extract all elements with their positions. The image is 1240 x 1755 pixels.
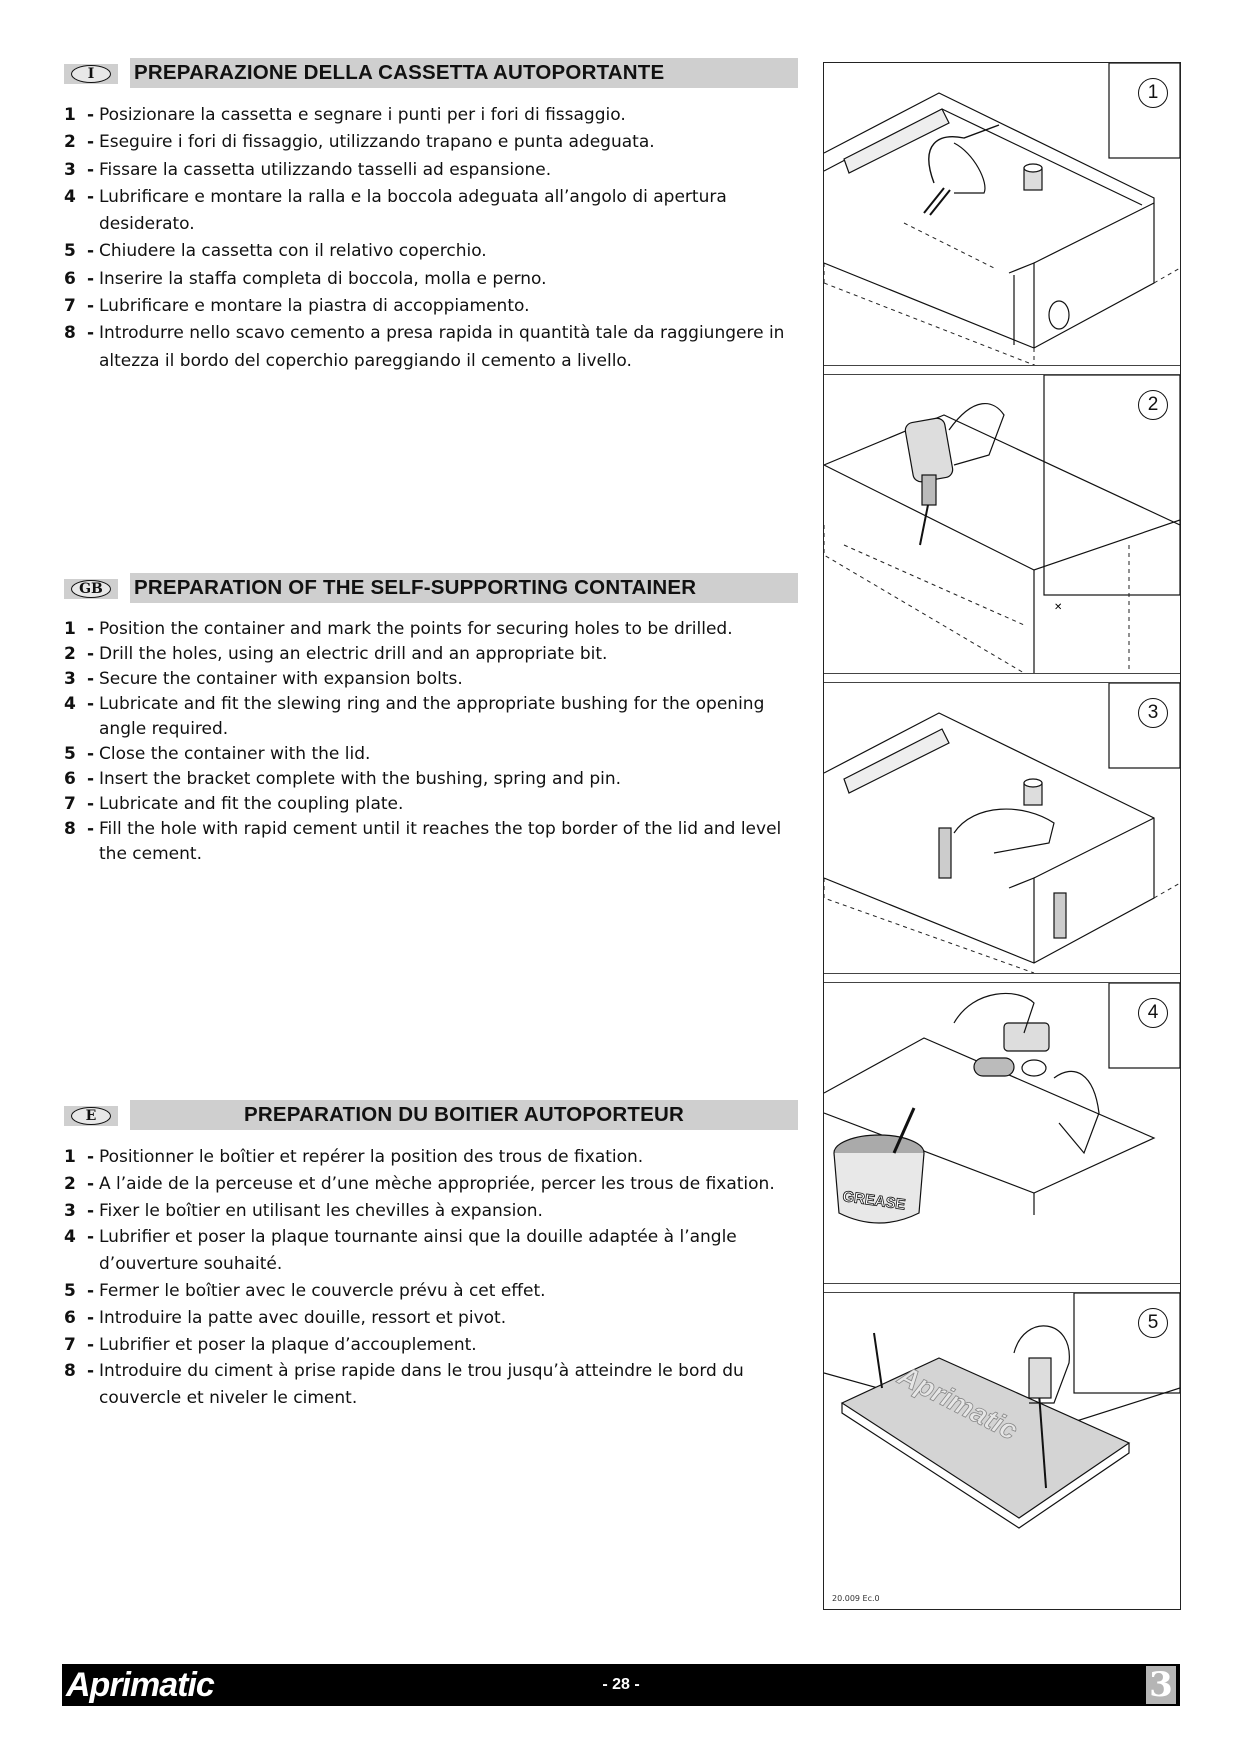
list-item: 6 - Inserire la staffa completa di boccola, molla e perno. — [64, 268, 547, 289]
section-title-bar — [130, 58, 798, 88]
instruction-list — [62, 617, 798, 867]
list-item: 3 - Fixer le boîtier en utilisant les chevilles à expansion. — [64, 1200, 543, 1221]
step-number-2: 2 — [1138, 390, 1168, 420]
list-item: 6 - Introduire la patte avec douille, ressort et pivot. — [64, 1307, 507, 1328]
section-header — [62, 573, 798, 603]
list-item: 3 - Fissare la cassetta utilizzando tasselli ad espansione. — [64, 159, 552, 180]
section-french — [62, 1100, 798, 1412]
list-item: 3 - Secure the container with expansion bolts. — [64, 669, 463, 689]
section-italian — [62, 58, 798, 375]
list-item: 8 - Introdurre nello scavo cemento a presa rapida in quantità tale da raggiungere in altezza il bordo del coperchio pareggiando il cemento a livello. — [64, 323, 785, 371]
language-badge: GB — [64, 579, 118, 599]
figure-step-1 — [824, 63, 1180, 365]
list-item: 7 - Lubrifier et poser la plaque d’accouplement. — [64, 1334, 477, 1355]
page-number: - 28 - — [602, 1676, 640, 1693]
grease-label: GREASE — [841, 1187, 907, 1214]
panel-separator — [824, 673, 1180, 683]
list-item: 7 - Lubrificare e montare la piastra di accoppiamento. — [64, 296, 530, 317]
section-title: PREPARAZIONE DELLA CASSETTA AUTOPORTANTE — [134, 61, 665, 84]
section-title-bar — [130, 573, 798, 603]
panel-separator — [824, 365, 1180, 375]
list-item: 4 - Lubrificare e montare la ralla e la boccola adeguata all’angolo di apertura desiderato. — [64, 186, 727, 235]
list-item: 6 - Insert the bracket complete with the bushing, spring and pin. — [64, 769, 622, 789]
step-number-3: 3 — [1138, 698, 1168, 728]
section-header — [62, 1100, 798, 1130]
footer-bar — [62, 1664, 1180, 1706]
list-item: 2 - A l’aide de la perceuse et d’une mèche appropriée, percer les trous de fixation. — [64, 1173, 775, 1194]
list-item: 5 - Fermer le boîtier avec le couvercle prévu à cet effet. — [64, 1280, 546, 1301]
section-title: PREPARATION OF THE SELF-SUPPORTING CONTAINER — [134, 576, 697, 599]
instruction-list — [62, 102, 798, 375]
list-item: 8 - Fill the hole with rapid cement until it reaches the top border of the lid and level the cement. — [64, 819, 782, 864]
figure-column — [823, 62, 1181, 1610]
section-title: PREPARATION DU BOITIER AUTOPORTEUR — [244, 1103, 684, 1126]
list-item: 2 - Drill the holes, using an electric drill and an appropriate bit. — [64, 644, 608, 664]
lubrication-illustration — [824, 983, 1180, 1283]
figure-step-3 — [824, 683, 1180, 973]
list-item: 1 - Positionner le boîtier et repérer la position des trous de fixation. — [64, 1147, 644, 1167]
figure-step-5 — [824, 1293, 1180, 1609]
drilling-illustration — [824, 375, 1180, 673]
step-number-1: 1 — [1138, 78, 1168, 108]
panel-separator — [824, 973, 1180, 983]
list-item: 1 - Posizionare la cassetta e segnare i punti per i fori di fissaggio. — [64, 105, 626, 125]
language-badge: I — [64, 64, 118, 84]
figure-step-2 — [824, 375, 1180, 673]
list-item: 5 - Close the container with the lid. — [64, 744, 371, 764]
list-item: 2 - Eseguire i fori di fissaggio, utilizzando trapano e punta adeguata. — [64, 132, 655, 153]
lid-brand-text: Aprimatic — [893, 1359, 1023, 1446]
step-number-4: 4 — [1138, 998, 1168, 1028]
svg-text:✕: ✕ — [1054, 602, 1063, 613]
brand-logo: Aprimatic — [66, 1666, 214, 1704]
list-item: 1 - Position the container and mark the points for securing holes to be drilled. — [64, 619, 733, 639]
container-marking-illustration — [824, 63, 1180, 365]
bolting-illustration — [824, 683, 1180, 973]
section-header — [62, 58, 798, 88]
panel-separator — [824, 1283, 1180, 1293]
list-item: 8 - Introduire du ciment à prise rapide dans le trou jusqu’à atteindre le bord du couvercle et niveler le ciment. — [64, 1361, 744, 1409]
chapter-badge: 3 — [1146, 1666, 1176, 1704]
list-item: 5 - Chiudere la cassetta con il relativo coperchio. — [64, 241, 487, 262]
reference-code: 20.009 Ec.0 — [832, 1594, 880, 1603]
step-number-5: 5 — [1138, 1308, 1168, 1338]
list-item: 4 - Lubrifier et poser la plaque tournante ainsi que la douille adaptée à l’angle d’ouverture souhaité. — [64, 1227, 737, 1275]
section-title-bar — [130, 1100, 798, 1130]
figure-step-4 — [824, 983, 1180, 1283]
list-item: 7 - Lubricate and fit the coupling plate. — [64, 794, 404, 814]
language-badge: E — [64, 1106, 118, 1126]
list-item: 4 - Lubricate and fit the slewing ring and the appropriate bushing for the opening angle required. — [64, 694, 765, 739]
instruction-list — [62, 1144, 798, 1412]
lid-closing-illustration — [824, 1293, 1180, 1609]
section-english — [62, 573, 798, 867]
